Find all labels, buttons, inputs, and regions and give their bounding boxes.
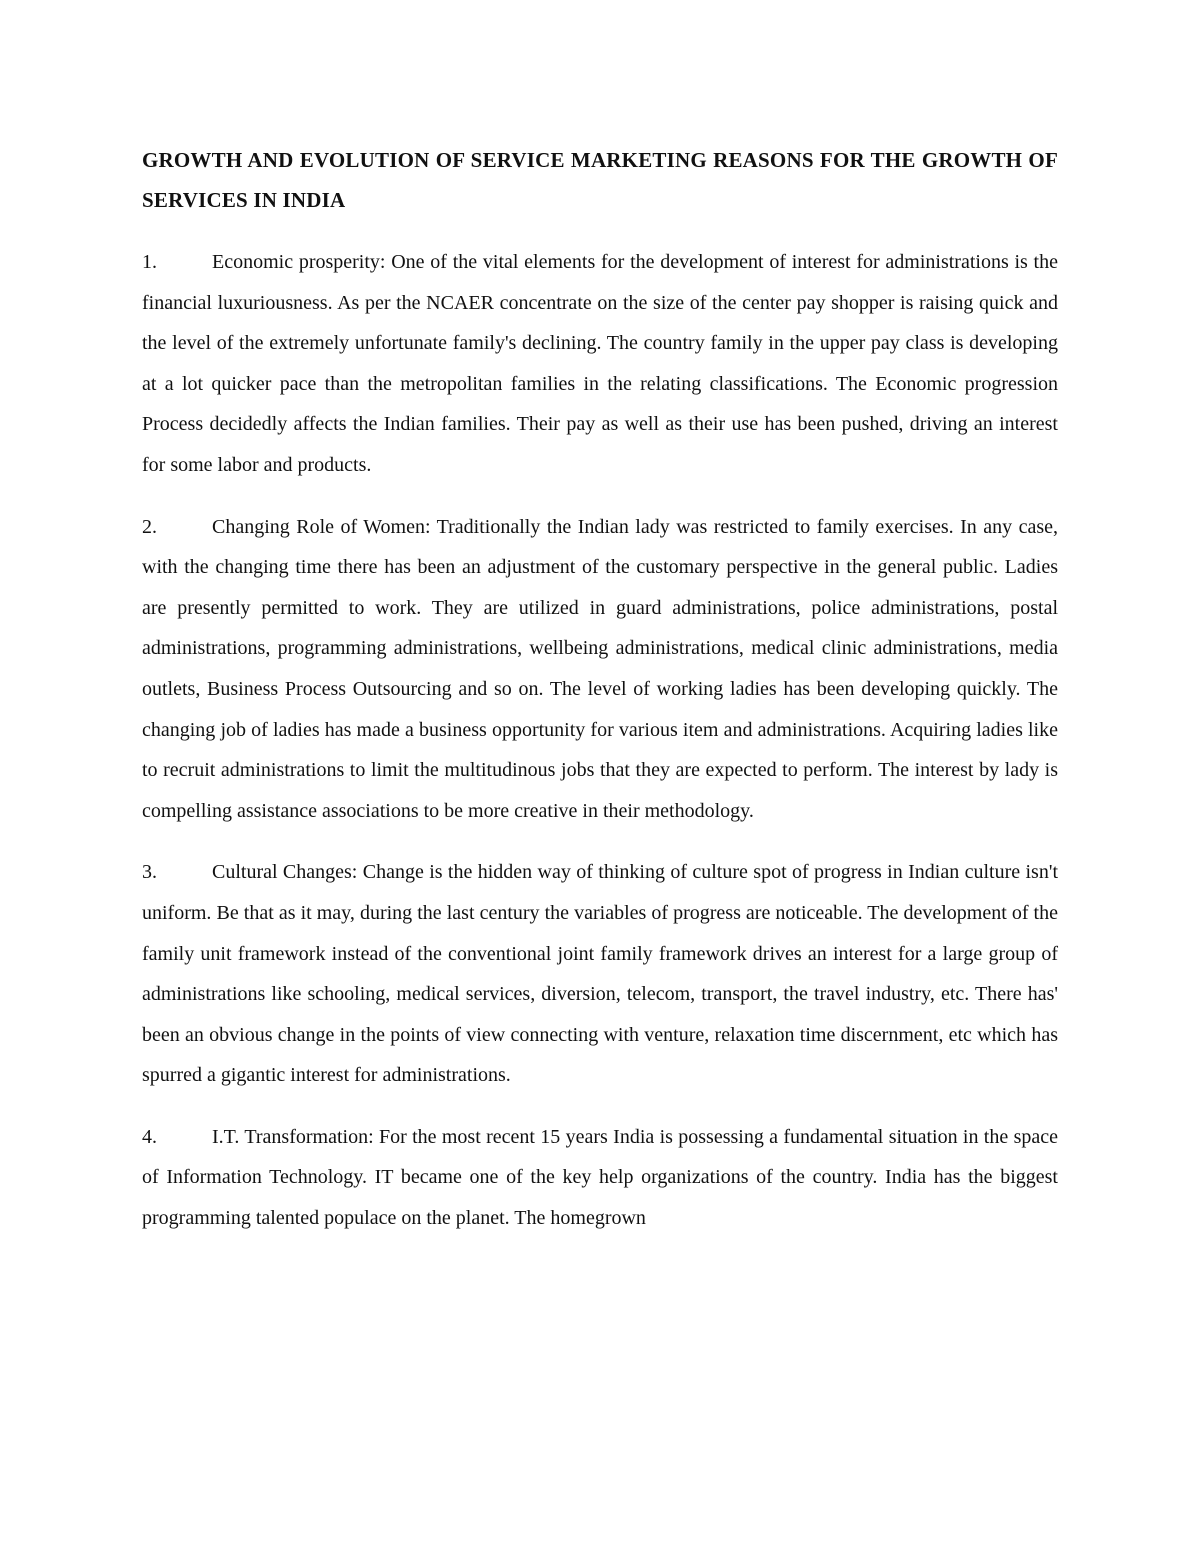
list-item-cultural-changes bbox=[142, 852, 1058, 1096]
list-item-number: 4. bbox=[142, 1125, 157, 1148]
list-item-text: Cultural Changes: Change is the hidden way of thinking of culture spot of progress in Indian culture isn't uniform. Be that as it may, during the last century the variables of progress are noticeable. The development of the family unit framework instead of the conventional joint family framework drives an interest for a large group of administrations like schooling, medical services, diversion, telecom, transport, the travel industry, etc. There has' been an obvious change in the points of view connecting with venture, relaxation time discernment, etc which has spurred a gigantic interest for administrations. bbox=[142, 861, 1058, 1087]
list-item-text: Economic prosperity: One of the vital elements for the development of interest for administrations is the financial luxuriousness. As per the NCAER concentrate on the size of the center pay shopper is raising quick and the level of the extremely unfortunate family's declining. The country family in the upper pay class is developing at a lot quicker pace than the metropolitan families in the relating classifications. The Economic progression Process decidedly affects the Indian families. Their pay as well as their use has been pushed, driving an interest for some labor and products. bbox=[142, 251, 1058, 476]
list-item-number: 3. bbox=[142, 861, 157, 884]
list-item-text: I.T. Transformation: For the most recent 15 years India is possessing a fundamental situation in the space of Information Technology. IT became one of the key help organizations of the country. India has the biggest programming talented populace on the planet. The homegrown bbox=[142, 1125, 1058, 1230]
list-item-number: 2. bbox=[142, 515, 157, 538]
document-title: GROWTH AND EVOLUTION OF SERVICE MARKETING REASONS FOR THE GROWTH OF SERVICES IN INDIA bbox=[142, 148, 1058, 212]
list-item-economic-prosperity bbox=[142, 242, 1058, 486]
list-item-it-transformation bbox=[142, 1117, 1058, 1239]
document-content bbox=[142, 140, 1058, 1260]
list-item-text: Changing Role of Women: Traditionally the Indian lady was restricted to family exercises. In any case, with the changing time there has been an adjustment of the customary perspective in the general public. Ladies are presently permitted to work. They are utilized in guard administrations, police administrations, postal administrations, programming administrations, wellbeing administrations, medical clinic administrations, media outlets, Business Process Outsourcing and so on. The level of working ladies has been developing quickly. The changing job of ladies has made a business opportunity for various item and administrations. Acquiring ladies like to recruit administrations to limit the multitudinous jobs that they are expected to perform. The interest by lady is compelling assistance associations to be more creative in their methodology. bbox=[142, 515, 1058, 822]
list-item-changing-role-of-women bbox=[142, 507, 1058, 832]
list-item-number: 1. bbox=[142, 251, 157, 273]
